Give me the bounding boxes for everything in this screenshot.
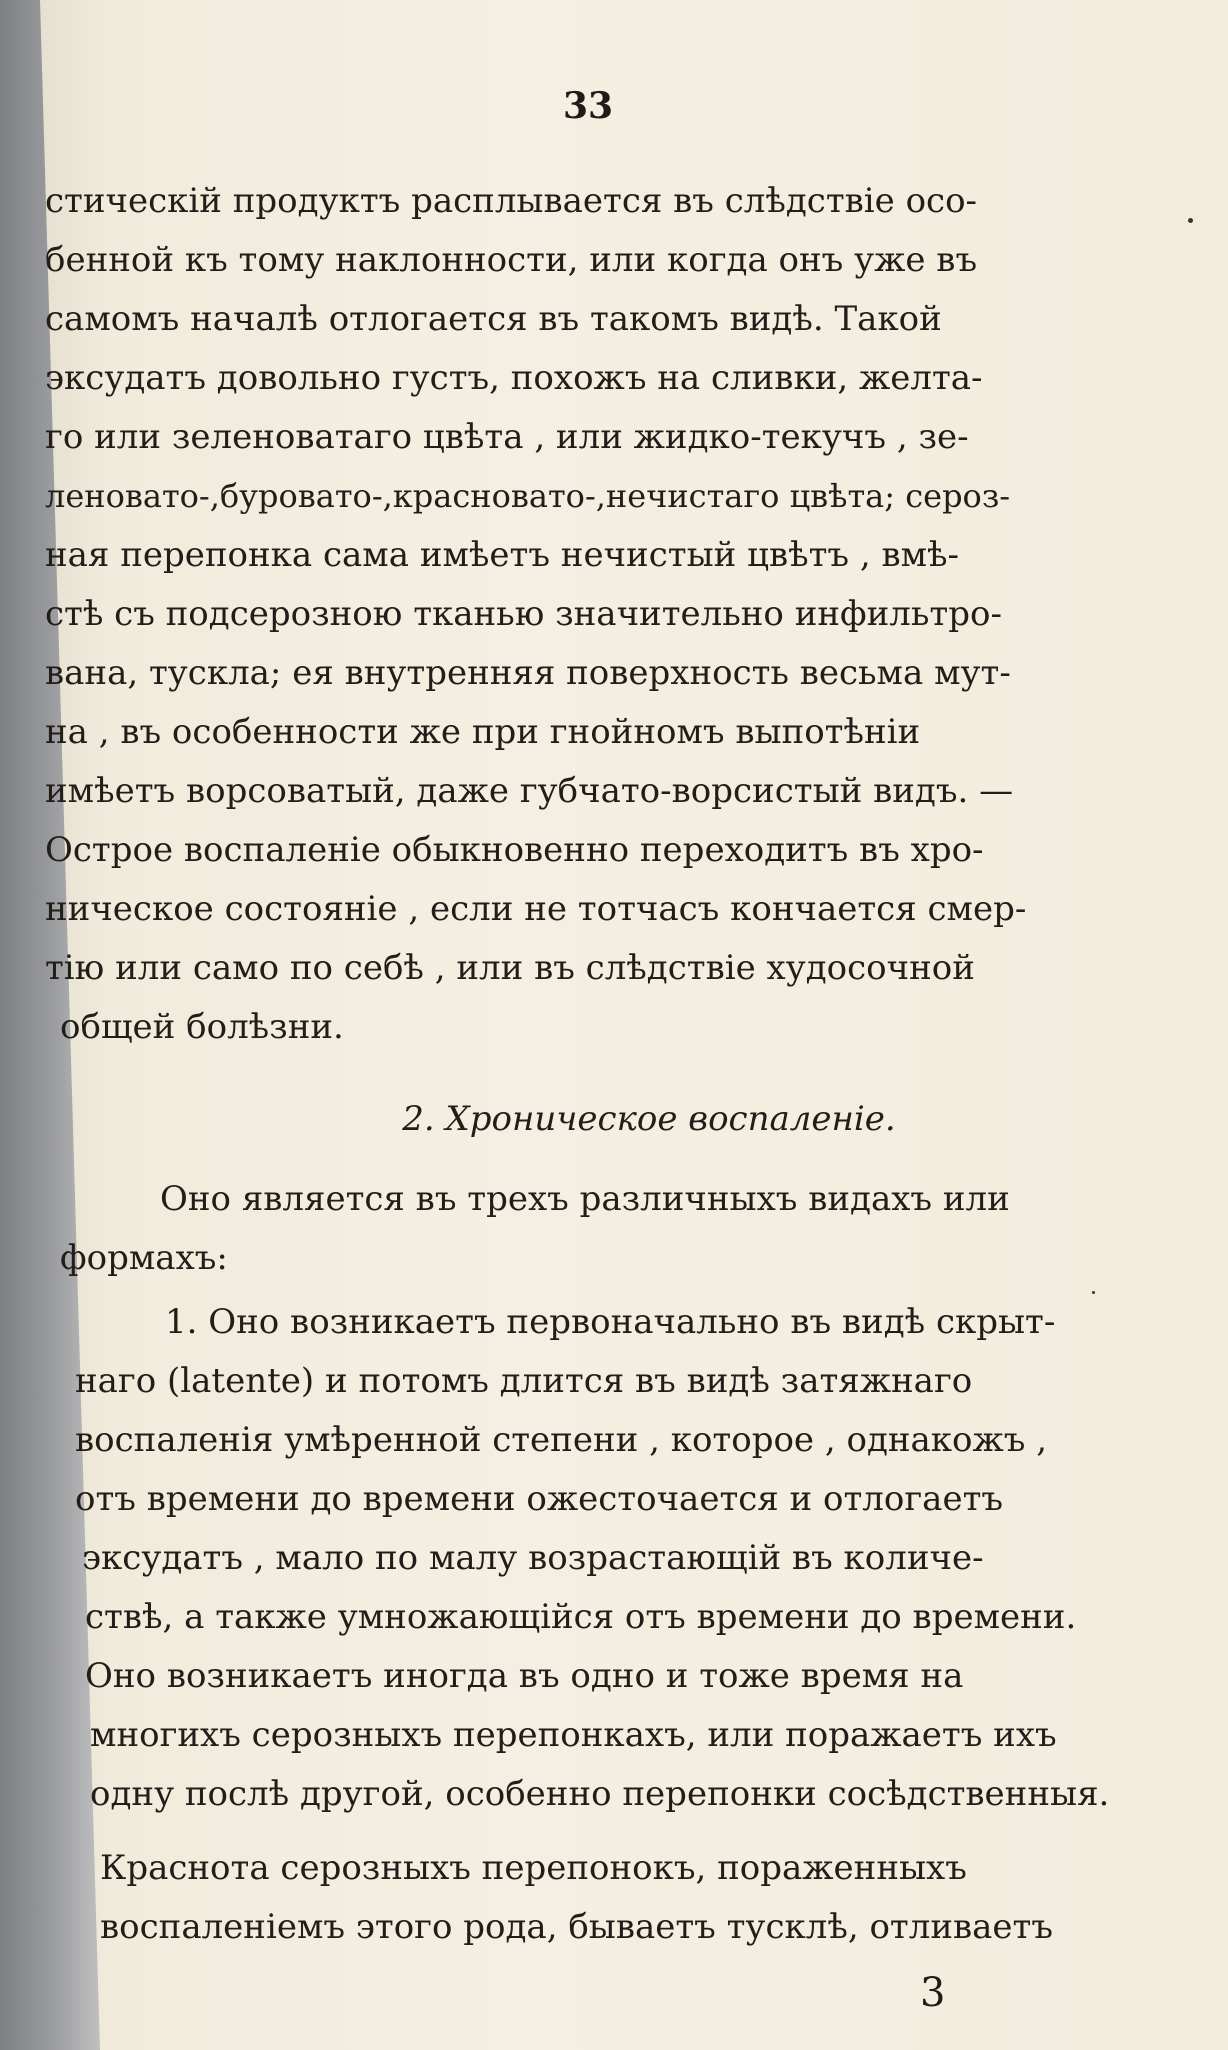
text-line: эксудатъ довольно густъ, похожъ на сливки, желта- xyxy=(45,358,983,398)
page-number: 33 xyxy=(562,85,614,127)
text-line: на , въ особенности же при гнойномъ выпотѣніи xyxy=(45,712,921,752)
text-line: воспаленіемъ этого рода, бываетъ тусклѣ, отливаетъ xyxy=(100,1907,1053,1947)
text-line: стѣ съ подсерозною тканью значительно инфильтро- xyxy=(45,594,1002,634)
text-line: Оно возникаетъ иногда въ одно и тоже время на xyxy=(85,1656,964,1696)
text-line: воспаленія умѣренной степени , которое , однакожъ , xyxy=(75,1420,1048,1460)
text-line: ная перепонка сама имѣетъ нечистый цвѣтъ , вмѣ- xyxy=(45,535,960,575)
text-line: отъ времени до времени ожесточается и отлогаетъ xyxy=(75,1479,1004,1519)
text-line: стическій продуктъ расплывается въ слѣдствіе осо- xyxy=(45,181,978,221)
ink-speck xyxy=(1188,218,1193,223)
text-line: эксудатъ , мало по малу возрастающій въ количе- xyxy=(82,1538,984,1578)
text-line: вана, тускла; ея внутренняя поверхность весьма мут- xyxy=(45,653,1011,693)
ink-speck xyxy=(1092,1291,1095,1294)
text-line: 1. Оно возникаетъ первоначально въ видѣ скрыт- xyxy=(165,1302,1056,1342)
text-line: формахъ: xyxy=(60,1238,228,1278)
text-line: бенной къ тому наклонности, или когда онъ уже въ xyxy=(45,240,978,280)
text-line: ническое состояніе , если не тотчасъ кончается смер- xyxy=(45,889,1027,929)
text-line: тію или само по себѣ , или въ слѣдствіе худосочной xyxy=(45,948,975,988)
text-line: одну послѣ другой, особенно перепонки сосѣдственныя. xyxy=(90,1774,1110,1814)
text-line: наго (latente) и потомъ длится въ видѣ затяжнаго xyxy=(75,1361,973,1401)
text-line: Острое воспаленіе обыкновенно переходитъ въ хро- xyxy=(45,830,984,870)
section-heading: 2. Хроническое воспаленіе. xyxy=(402,1099,896,1139)
text-line: Оно является въ трехъ различныхъ видахъ или xyxy=(160,1179,1010,1219)
text-line: общей болѣзни. xyxy=(60,1007,344,1047)
text-line: имѣетъ ворсоватый, даже губчато-ворсистый видъ. — xyxy=(45,771,1014,811)
text-line: Краснота серозныхъ перепонокъ, пораженныхъ xyxy=(100,1848,967,1888)
text-line: самомъ началѣ отлогается въ такомъ видѣ. Такой xyxy=(45,299,942,339)
text-line: многихъ серозныхъ перепонкахъ, или поражаетъ ихъ xyxy=(90,1715,1057,1755)
text-line: леновато-,буровато-,красновато-,нечистаго цвѣта; сероз- xyxy=(45,477,1011,515)
text-line: ствѣ, а также умножающійся отъ времени до времени. xyxy=(85,1597,1077,1637)
text-line: го или зеленоватаго цвѣта , или жидко-текучъ , зе- xyxy=(45,417,969,457)
signature-mark: 3 xyxy=(920,1970,946,2016)
